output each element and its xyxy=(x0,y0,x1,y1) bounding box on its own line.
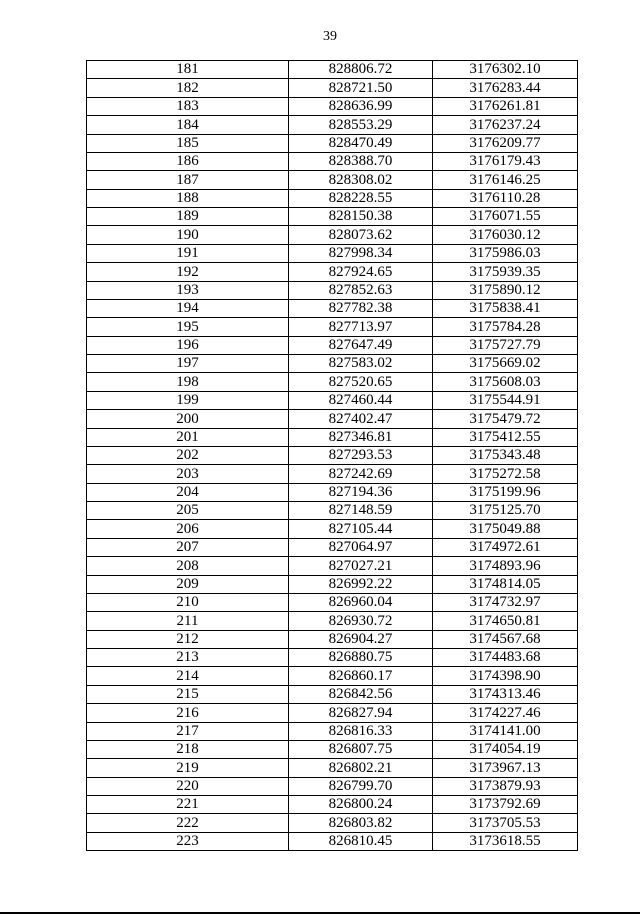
y-coordinate-cell: 3173879.93 xyxy=(433,777,578,795)
table-row xyxy=(87,722,578,740)
point-number-cell: 218 xyxy=(87,740,289,758)
x-coordinate-cell: 827293.53 xyxy=(289,446,433,464)
table-row xyxy=(87,557,578,575)
x-coordinate-cell: 826860.17 xyxy=(289,667,433,685)
table-row xyxy=(87,796,578,814)
y-coordinate-cell: 3176283.44 xyxy=(433,79,578,97)
y-coordinate-cell: 3175890.12 xyxy=(433,281,578,299)
y-coordinate-cell: 3175784.28 xyxy=(433,318,578,336)
y-coordinate-cell: 3175939.35 xyxy=(433,263,578,281)
y-coordinate-cell: 3175343.48 xyxy=(433,446,578,464)
coordinates-table xyxy=(86,60,578,851)
x-coordinate-cell: 827713.97 xyxy=(289,318,433,336)
x-coordinate-cell: 828721.50 xyxy=(289,79,433,97)
table-row xyxy=(87,649,578,667)
table-row xyxy=(87,777,578,795)
x-coordinate-cell: 826800.24 xyxy=(289,796,433,814)
y-coordinate-cell: 3174054.19 xyxy=(433,740,578,758)
table-row xyxy=(87,685,578,703)
page-number: 39 xyxy=(323,29,337,44)
point-number-cell: 195 xyxy=(87,318,289,336)
y-coordinate-cell: 3175049.88 xyxy=(433,520,578,538)
y-coordinate-cell: 3174814.05 xyxy=(433,575,578,593)
x-coordinate-cell: 826880.75 xyxy=(289,649,433,667)
point-number-cell: 207 xyxy=(87,538,289,556)
point-number-cell: 216 xyxy=(87,704,289,722)
point-number-cell: 187 xyxy=(87,171,289,189)
point-number-cell: 188 xyxy=(87,189,289,207)
table-row xyxy=(87,61,578,79)
table-row xyxy=(87,759,578,777)
point-number-cell: 189 xyxy=(87,208,289,226)
y-coordinate-cell: 3176110.28 xyxy=(433,189,578,207)
table-row xyxy=(87,116,578,134)
x-coordinate-cell: 826802.21 xyxy=(289,759,433,777)
y-coordinate-cell: 3175838.41 xyxy=(433,299,578,317)
y-coordinate-cell: 3173967.13 xyxy=(433,759,578,777)
y-coordinate-cell: 3175479.72 xyxy=(433,410,578,428)
point-number-cell: 193 xyxy=(87,281,289,299)
point-number-cell: 204 xyxy=(87,483,289,501)
point-number-cell: 211 xyxy=(87,612,289,630)
table-row xyxy=(87,410,578,428)
x-coordinate-cell: 827647.49 xyxy=(289,336,433,354)
point-number-cell: 202 xyxy=(87,446,289,464)
table-row xyxy=(87,814,578,832)
x-coordinate-cell: 827148.59 xyxy=(289,502,433,520)
point-number-cell: 198 xyxy=(87,373,289,391)
point-number-cell: 217 xyxy=(87,722,289,740)
y-coordinate-cell: 3176030.12 xyxy=(433,226,578,244)
point-number-cell: 203 xyxy=(87,465,289,483)
table-row xyxy=(87,226,578,244)
table-row xyxy=(87,318,578,336)
y-coordinate-cell: 3175272.58 xyxy=(433,465,578,483)
table-row xyxy=(87,575,578,593)
x-coordinate-cell: 828073.62 xyxy=(289,226,433,244)
y-coordinate-cell: 3176146.25 xyxy=(433,171,578,189)
point-number-cell: 212 xyxy=(87,630,289,648)
point-number-cell: 184 xyxy=(87,116,289,134)
x-coordinate-cell: 828228.55 xyxy=(289,189,433,207)
table-row xyxy=(87,189,578,207)
point-number-cell: 223 xyxy=(87,832,289,850)
point-number-cell: 206 xyxy=(87,520,289,538)
x-coordinate-cell: 828470.49 xyxy=(289,134,433,152)
x-coordinate-cell: 826799.70 xyxy=(289,777,433,795)
x-coordinate-cell: 828806.72 xyxy=(289,61,433,79)
point-number-cell: 221 xyxy=(87,796,289,814)
point-number-cell: 208 xyxy=(87,557,289,575)
x-coordinate-cell: 827346.81 xyxy=(289,428,433,446)
x-coordinate-cell: 827924.65 xyxy=(289,263,433,281)
x-coordinate-cell: 827998.34 xyxy=(289,244,433,262)
table-row xyxy=(87,667,578,685)
x-coordinate-cell: 826816.33 xyxy=(289,722,433,740)
y-coordinate-cell: 3176179.43 xyxy=(433,152,578,170)
point-number-cell: 215 xyxy=(87,685,289,703)
y-coordinate-cell: 3174141.00 xyxy=(433,722,578,740)
table-row xyxy=(87,355,578,373)
y-coordinate-cell: 3174650.81 xyxy=(433,612,578,630)
y-coordinate-cell: 3174398.90 xyxy=(433,667,578,685)
table-row xyxy=(87,465,578,483)
x-coordinate-cell: 827460.44 xyxy=(289,391,433,409)
point-number-cell: 192 xyxy=(87,263,289,281)
y-coordinate-cell: 3174893.96 xyxy=(433,557,578,575)
x-coordinate-cell: 827105.44 xyxy=(289,520,433,538)
point-number-cell: 191 xyxy=(87,244,289,262)
table-row xyxy=(87,612,578,630)
point-number-cell: 183 xyxy=(87,97,289,115)
table-row xyxy=(87,832,578,850)
x-coordinate-cell: 826807.75 xyxy=(289,740,433,758)
x-coordinate-cell: 827064.97 xyxy=(289,538,433,556)
table-row xyxy=(87,740,578,758)
x-coordinate-cell: 826827.94 xyxy=(289,704,433,722)
y-coordinate-cell: 3175608.03 xyxy=(433,373,578,391)
y-coordinate-cell: 3174567.68 xyxy=(433,630,578,648)
point-number-cell: 205 xyxy=(87,502,289,520)
table-row xyxy=(87,630,578,648)
point-number-cell: 222 xyxy=(87,814,289,832)
x-coordinate-cell: 826803.82 xyxy=(289,814,433,832)
point-number-cell: 182 xyxy=(87,79,289,97)
x-coordinate-cell: 826992.22 xyxy=(289,575,433,593)
y-coordinate-cell: 3176261.81 xyxy=(433,97,578,115)
x-coordinate-cell: 827852.63 xyxy=(289,281,433,299)
x-coordinate-cell: 827402.47 xyxy=(289,410,433,428)
point-number-cell: 190 xyxy=(87,226,289,244)
y-coordinate-cell: 3175669.02 xyxy=(433,355,578,373)
x-coordinate-cell: 827242.69 xyxy=(289,465,433,483)
point-number-cell: 220 xyxy=(87,777,289,795)
point-number-cell: 210 xyxy=(87,593,289,611)
y-coordinate-cell: 3174313.46 xyxy=(433,685,578,703)
x-coordinate-cell: 826960.04 xyxy=(289,593,433,611)
y-coordinate-cell: 3175125.70 xyxy=(433,502,578,520)
table-row xyxy=(87,538,578,556)
point-number-cell: 199 xyxy=(87,391,289,409)
y-coordinate-cell: 3175412.55 xyxy=(433,428,578,446)
table-row xyxy=(87,373,578,391)
table-row xyxy=(87,171,578,189)
point-number-cell: 181 xyxy=(87,61,289,79)
point-number-cell: 213 xyxy=(87,649,289,667)
coordinates-table-body xyxy=(87,61,578,851)
x-coordinate-cell: 826842.56 xyxy=(289,685,433,703)
table-row xyxy=(87,208,578,226)
y-coordinate-cell: 3174483.68 xyxy=(433,649,578,667)
x-coordinate-cell: 828636.99 xyxy=(289,97,433,115)
x-coordinate-cell: 827782.38 xyxy=(289,299,433,317)
point-number-cell: 185 xyxy=(87,134,289,152)
table-row xyxy=(87,593,578,611)
table-row xyxy=(87,263,578,281)
table-row xyxy=(87,428,578,446)
table-row xyxy=(87,502,578,520)
y-coordinate-cell: 3176071.55 xyxy=(433,208,578,226)
x-coordinate-cell: 826810.45 xyxy=(289,832,433,850)
table-row xyxy=(87,520,578,538)
y-coordinate-cell: 3174227.46 xyxy=(433,704,578,722)
y-coordinate-cell: 3173618.55 xyxy=(433,832,578,850)
x-coordinate-cell: 828150.38 xyxy=(289,208,433,226)
x-coordinate-cell: 827194.36 xyxy=(289,483,433,501)
table-row xyxy=(87,281,578,299)
table-row xyxy=(87,97,578,115)
table-row xyxy=(87,79,578,97)
x-coordinate-cell: 828388.70 xyxy=(289,152,433,170)
table-row xyxy=(87,152,578,170)
point-number-cell: 200 xyxy=(87,410,289,428)
table-row xyxy=(87,446,578,464)
y-coordinate-cell: 3176237.24 xyxy=(433,116,578,134)
table-row xyxy=(87,244,578,262)
x-coordinate-cell: 828308.02 xyxy=(289,171,433,189)
y-coordinate-cell: 3175544.91 xyxy=(433,391,578,409)
table-row xyxy=(87,391,578,409)
y-coordinate-cell: 3173705.53 xyxy=(433,814,578,832)
bottom-rule xyxy=(0,912,640,914)
x-coordinate-cell: 826904.27 xyxy=(289,630,433,648)
x-coordinate-cell: 827520.65 xyxy=(289,373,433,391)
x-coordinate-cell: 827583.02 xyxy=(289,355,433,373)
table-row xyxy=(87,299,578,317)
point-number-cell: 196 xyxy=(87,336,289,354)
point-number-cell: 197 xyxy=(87,355,289,373)
point-number-cell: 186 xyxy=(87,152,289,170)
x-coordinate-cell: 828553.29 xyxy=(289,116,433,134)
table-row xyxy=(87,704,578,722)
point-number-cell: 219 xyxy=(87,759,289,777)
point-number-cell: 201 xyxy=(87,428,289,446)
x-coordinate-cell: 827027.21 xyxy=(289,557,433,575)
table-row xyxy=(87,483,578,501)
y-coordinate-cell: 3173792.69 xyxy=(433,796,578,814)
y-coordinate-cell: 3174732.97 xyxy=(433,593,578,611)
y-coordinate-cell: 3175727.79 xyxy=(433,336,578,354)
y-coordinate-cell: 3175199.96 xyxy=(433,483,578,501)
point-number-cell: 209 xyxy=(87,575,289,593)
table-row xyxy=(87,134,578,152)
y-coordinate-cell: 3176302.10 xyxy=(433,61,578,79)
x-coordinate-cell: 826930.72 xyxy=(289,612,433,630)
y-coordinate-cell: 3174972.61 xyxy=(433,538,578,556)
table-row xyxy=(87,336,578,354)
point-number-cell: 194 xyxy=(87,299,289,317)
point-number-cell: 214 xyxy=(87,667,289,685)
y-coordinate-cell: 3176209.77 xyxy=(433,134,578,152)
y-coordinate-cell: 3175986.03 xyxy=(433,244,578,262)
